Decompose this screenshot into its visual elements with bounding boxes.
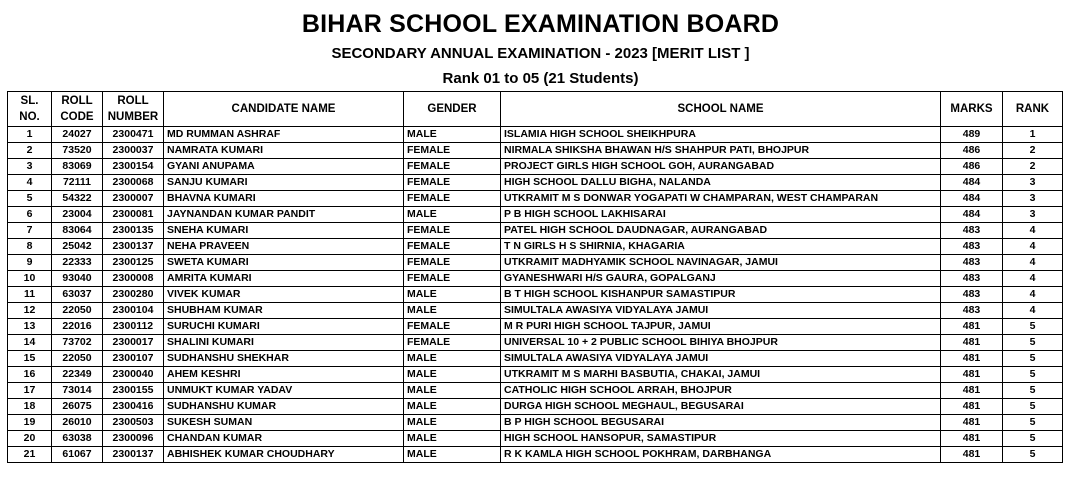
- cell-rank: 4: [1003, 271, 1063, 287]
- cell-gender: FEMALE: [404, 159, 501, 175]
- cell-marks: 483: [941, 239, 1003, 255]
- cell-marks: 481: [941, 399, 1003, 415]
- cell-sl-no: 19: [8, 415, 52, 431]
- cell-roll-code: 63038: [52, 431, 103, 447]
- cell-marks: 483: [941, 255, 1003, 271]
- cell-marks: 481: [941, 335, 1003, 351]
- cell-sl-no: 11: [8, 287, 52, 303]
- cell-sl-no: 16: [8, 367, 52, 383]
- cell-rank: 5: [1003, 367, 1063, 383]
- cell-sl-no: 7: [8, 223, 52, 239]
- cell-marks: 483: [941, 223, 1003, 239]
- cell-sl-no: 5: [8, 191, 52, 207]
- cell-roll-number: 2300154: [103, 159, 164, 175]
- cell-gender: MALE: [404, 447, 501, 463]
- cell-school-name: GYANESHWARI H/S GAURA, GOPALGANJ: [501, 271, 941, 287]
- cell-roll-code: 73702: [52, 335, 103, 351]
- cell-rank: 5: [1003, 383, 1063, 399]
- merit-table: [7, 91, 1063, 463]
- cell-candidate-name: SWETA KUMARI: [164, 255, 404, 271]
- cell-roll-number: 2300125: [103, 255, 164, 271]
- table-row: [8, 223, 1063, 239]
- cell-candidate-name: AHEM KESHRI: [164, 367, 404, 383]
- cell-rank: 5: [1003, 319, 1063, 335]
- cell-marks: 481: [941, 351, 1003, 367]
- cell-roll-code: 83064: [52, 223, 103, 239]
- table-row: [8, 175, 1063, 191]
- cell-roll-code: 25042: [52, 239, 103, 255]
- table-row: [8, 191, 1063, 207]
- table-row: [8, 255, 1063, 271]
- cell-candidate-name: SHUBHAM KUMAR: [164, 303, 404, 319]
- table-row: [8, 351, 1063, 367]
- cell-roll-code: 22333: [52, 255, 103, 271]
- cell-marks: 484: [941, 207, 1003, 223]
- col-header-roll-code: ROLL CODE: [52, 92, 103, 127]
- cell-school-name: UTKRAMIT MADHYAMIK SCHOOL NAVINAGAR, JAMUI: [501, 255, 941, 271]
- cell-rank: 3: [1003, 191, 1063, 207]
- cell-roll-code: 83069: [52, 159, 103, 175]
- cell-sl-no: 2: [8, 143, 52, 159]
- cell-sl-no: 9: [8, 255, 52, 271]
- cell-roll-code: 22349: [52, 367, 103, 383]
- cell-candidate-name: AMRITA KUMARI: [164, 271, 404, 287]
- cell-rank: 1: [1003, 127, 1063, 143]
- cell-marks: 481: [941, 431, 1003, 447]
- cell-marks: 484: [941, 175, 1003, 191]
- cell-roll-code: 22050: [52, 351, 103, 367]
- cell-candidate-name: SUDHANSHU KUMAR: [164, 399, 404, 415]
- table-row: [8, 159, 1063, 175]
- table-row: [8, 303, 1063, 319]
- cell-gender: FEMALE: [404, 191, 501, 207]
- cell-marks: 483: [941, 271, 1003, 287]
- cell-marks: 486: [941, 159, 1003, 175]
- cell-gender: MALE: [404, 399, 501, 415]
- cell-roll-number: 2300107: [103, 351, 164, 367]
- cell-candidate-name: GYANI ANUPAMA: [164, 159, 404, 175]
- board-title: BIHAR SCHOOL EXAMINATION BOARD: [301, 10, 780, 38]
- cell-marks: 484: [941, 191, 1003, 207]
- cell-gender: MALE: [404, 351, 501, 367]
- cell-roll-number: 2300137: [103, 447, 164, 463]
- col-header-sl-no: SL. NO.: [8, 92, 52, 127]
- cell-roll-code: 22050: [52, 303, 103, 319]
- cell-sl-no: 14: [8, 335, 52, 351]
- col-header-rank: RANK: [1003, 92, 1063, 127]
- cell-roll-code: 54322: [52, 191, 103, 207]
- col-header-roll-number: ROLL NUMBER: [103, 92, 164, 127]
- cell-gender: FEMALE: [404, 271, 501, 287]
- table-row: [8, 399, 1063, 415]
- cell-sl-no: 17: [8, 383, 52, 399]
- cell-roll-number: 2300017: [103, 335, 164, 351]
- cell-school-name: M R PURI HIGH SCHOOL TAJPUR, JAMUI: [501, 319, 941, 335]
- cell-rank: 3: [1003, 207, 1063, 223]
- cell-marks: 483: [941, 287, 1003, 303]
- cell-gender: MALE: [404, 367, 501, 383]
- table-row: [8, 319, 1063, 335]
- cell-roll-number: 2300416: [103, 399, 164, 415]
- cell-school-name: NIRMALA SHIKSHA BHAWAN H/S SHAHPUR PATI, BHOJPUR: [501, 143, 941, 159]
- cell-gender: FEMALE: [404, 175, 501, 191]
- cell-school-name: SIMULTALA AWASIYA VIDYALAYA JAMUI: [501, 351, 941, 367]
- cell-candidate-name: SURUCHI KUMARI: [164, 319, 404, 335]
- cell-candidate-name: VIVEK KUMAR: [164, 287, 404, 303]
- cell-sl-no: 13: [8, 319, 52, 335]
- cell-candidate-name: ABHISHEK KUMAR CHOUDHARY: [164, 447, 404, 463]
- col-header-school-name: SCHOOL NAME: [501, 92, 941, 127]
- cell-candidate-name: NEHA PRAVEEN: [164, 239, 404, 255]
- table-row: [8, 143, 1063, 159]
- cell-sl-no: 1: [8, 127, 52, 143]
- table-header-row: [8, 92, 1063, 127]
- cell-school-name: B P HIGH SCHOOL BEGUSARAI: [501, 415, 941, 431]
- cell-school-name: SIMULTALA AWASIYA VIDYALAYA JAMUI: [501, 303, 941, 319]
- cell-school-name: DURGA HIGH SCHOOL MEGHAUL, BEGUSARAI: [501, 399, 941, 415]
- cell-roll-number: 2300112: [103, 319, 164, 335]
- cell-candidate-name: SNEHA KUMARI: [164, 223, 404, 239]
- table-row: [8, 271, 1063, 287]
- cell-sl-no: 12: [8, 303, 52, 319]
- cell-candidate-name: SUKESH SUMAN: [164, 415, 404, 431]
- cell-gender: FEMALE: [404, 255, 501, 271]
- cell-gender: FEMALE: [404, 143, 501, 159]
- cell-gender: MALE: [404, 431, 501, 447]
- cell-school-name: PATEL HIGH SCHOOL DAUDNAGAR, AURANGABAD: [501, 223, 941, 239]
- cell-candidate-name: MD RUMMAN ASHRAF: [164, 127, 404, 143]
- col-header-gender: GENDER: [404, 92, 501, 127]
- cell-rank: 5: [1003, 415, 1063, 431]
- cell-sl-no: 10: [8, 271, 52, 287]
- cell-rank: 5: [1003, 431, 1063, 447]
- cell-roll-code: 22016: [52, 319, 103, 335]
- cell-rank: 4: [1003, 303, 1063, 319]
- cell-marks: 481: [941, 415, 1003, 431]
- cell-school-name: P B HIGH SCHOOL LAKHISARAI: [501, 207, 941, 223]
- cell-roll-code: 23004: [52, 207, 103, 223]
- cell-rank: 5: [1003, 351, 1063, 367]
- cell-school-name: PROJECT GIRLS HIGH SCHOOL GOH, AURANGABAD: [501, 159, 941, 175]
- table-row: [8, 207, 1063, 223]
- cell-roll-number: 2300104: [103, 303, 164, 319]
- cell-roll-number: 2300081: [103, 207, 164, 223]
- cell-sl-no: 4: [8, 175, 52, 191]
- cell-marks: 481: [941, 447, 1003, 463]
- cell-rank: 5: [1003, 447, 1063, 463]
- cell-marks: 483: [941, 303, 1003, 319]
- cell-sl-no: 15: [8, 351, 52, 367]
- cell-gender: MALE: [404, 207, 501, 223]
- cell-marks: 481: [941, 367, 1003, 383]
- cell-marks: 481: [941, 319, 1003, 335]
- table-row: [8, 127, 1063, 143]
- cell-candidate-name: CHANDAN KUMAR: [164, 431, 404, 447]
- cell-roll-code: 73014: [52, 383, 103, 399]
- cell-gender: FEMALE: [404, 223, 501, 239]
- cell-roll-number: 2300503: [103, 415, 164, 431]
- cell-school-name: HIGH SCHOOL HANSOPUR, SAMASTIPUR: [501, 431, 941, 447]
- cell-marks: 489: [941, 127, 1003, 143]
- cell-school-name: ISLAMIA HIGH SCHOOL SHEIKHPURA: [501, 127, 941, 143]
- cell-roll-number: 2300280: [103, 287, 164, 303]
- cell-candidate-name: SANJU KUMARI: [164, 175, 404, 191]
- cell-roll-number: 2300137: [103, 239, 164, 255]
- cell-roll-code: 72111: [52, 175, 103, 191]
- cell-school-name: HIGH SCHOOL DALLU BIGHA, NALANDA: [501, 175, 941, 191]
- cell-school-name: CATHOLIC HIGH SCHOOL ARRAH, BHOJPUR: [501, 383, 941, 399]
- cell-roll-number: 2300037: [103, 143, 164, 159]
- cell-rank: 2: [1003, 159, 1063, 175]
- cell-gender: MALE: [404, 415, 501, 431]
- cell-school-name: UNIVERSAL 10 + 2 PUBLIC SCHOOL BIHIYA BHOJPUR: [501, 335, 941, 351]
- table-row: [8, 239, 1063, 255]
- table-row: [8, 431, 1063, 447]
- cell-roll-code: 26010: [52, 415, 103, 431]
- table-row: [8, 335, 1063, 351]
- cell-school-name: T N GIRLS H S SHIRNIA, KHAGARIA: [501, 239, 941, 255]
- exam-subtitle: SECONDARY ANNUAL EXAMINATION - 2023 [MERIT LIST ]: [331, 45, 750, 62]
- cell-sl-no: 8: [8, 239, 52, 255]
- cell-gender: FEMALE: [404, 319, 501, 335]
- cell-marks: 486: [941, 143, 1003, 159]
- cell-gender: FEMALE: [404, 239, 501, 255]
- rank-range-heading: Rank 01 to 05 (21 Students): [442, 70, 639, 87]
- cell-roll-number: 2300040: [103, 367, 164, 383]
- cell-candidate-name: BHAVNA KUMARI: [164, 191, 404, 207]
- table-row: [8, 367, 1063, 383]
- cell-gender: MALE: [404, 303, 501, 319]
- cell-sl-no: 21: [8, 447, 52, 463]
- table-row: [8, 415, 1063, 431]
- col-header-candidate-name: CANDIDATE NAME: [164, 92, 404, 127]
- cell-rank: 4: [1003, 223, 1063, 239]
- cell-school-name: B T HIGH SCHOOL KISHANPUR SAMASTIPUR: [501, 287, 941, 303]
- cell-roll-code: 63037: [52, 287, 103, 303]
- cell-rank: 4: [1003, 255, 1063, 271]
- cell-gender: FEMALE: [404, 335, 501, 351]
- cell-candidate-name: SHALINI KUMARI: [164, 335, 404, 351]
- cell-sl-no: 18: [8, 399, 52, 415]
- cell-candidate-name: UNMUKT KUMAR YADAV: [164, 383, 404, 399]
- cell-sl-no: 3: [8, 159, 52, 175]
- cell-gender: MALE: [404, 127, 501, 143]
- cell-roll-number: 2300008: [103, 271, 164, 287]
- cell-school-name: R K KAMLA HIGH SCHOOL POKHRAM, DARBHANGA: [501, 447, 941, 463]
- cell-sl-no: 6: [8, 207, 52, 223]
- cell-school-name: UTKRAMIT M S DONWAR YOGAPATI W CHAMPARAN, WEST CHAMPARAN: [501, 191, 941, 207]
- cell-rank: 5: [1003, 335, 1063, 351]
- cell-roll-code: 61067: [52, 447, 103, 463]
- cell-candidate-name: NAMRATA KUMARI: [164, 143, 404, 159]
- cell-roll-code: 73520: [52, 143, 103, 159]
- cell-rank: 4: [1003, 287, 1063, 303]
- cell-roll-number: 2300155: [103, 383, 164, 399]
- table-row: [8, 287, 1063, 303]
- cell-rank: 2: [1003, 143, 1063, 159]
- cell-roll-number: 2300135: [103, 223, 164, 239]
- cell-rank: 5: [1003, 399, 1063, 415]
- table-row: [8, 383, 1063, 399]
- cell-candidate-name: SUDHANSHU SHEKHAR: [164, 351, 404, 367]
- cell-roll-number: 2300471: [103, 127, 164, 143]
- cell-rank: 4: [1003, 239, 1063, 255]
- cell-roll-number: 2300007: [103, 191, 164, 207]
- cell-roll-number: 2300068: [103, 175, 164, 191]
- cell-gender: MALE: [404, 287, 501, 303]
- table-row: [8, 447, 1063, 463]
- cell-roll-code: 24027: [52, 127, 103, 143]
- cell-roll-number: 2300096: [103, 431, 164, 447]
- cell-gender: MALE: [404, 383, 501, 399]
- cell-roll-code: 93040: [52, 271, 103, 287]
- col-header-marks: MARKS: [941, 92, 1003, 127]
- cell-candidate-name: JAYNANDAN KUMAR PANDIT: [164, 207, 404, 223]
- cell-marks: 481: [941, 383, 1003, 399]
- cell-sl-no: 20: [8, 431, 52, 447]
- cell-school-name: UTKRAMIT M S MARHI BASBUTIA, CHAKAI, JAMUI: [501, 367, 941, 383]
- cell-rank: 3: [1003, 175, 1063, 191]
- cell-roll-code: 26075: [52, 399, 103, 415]
